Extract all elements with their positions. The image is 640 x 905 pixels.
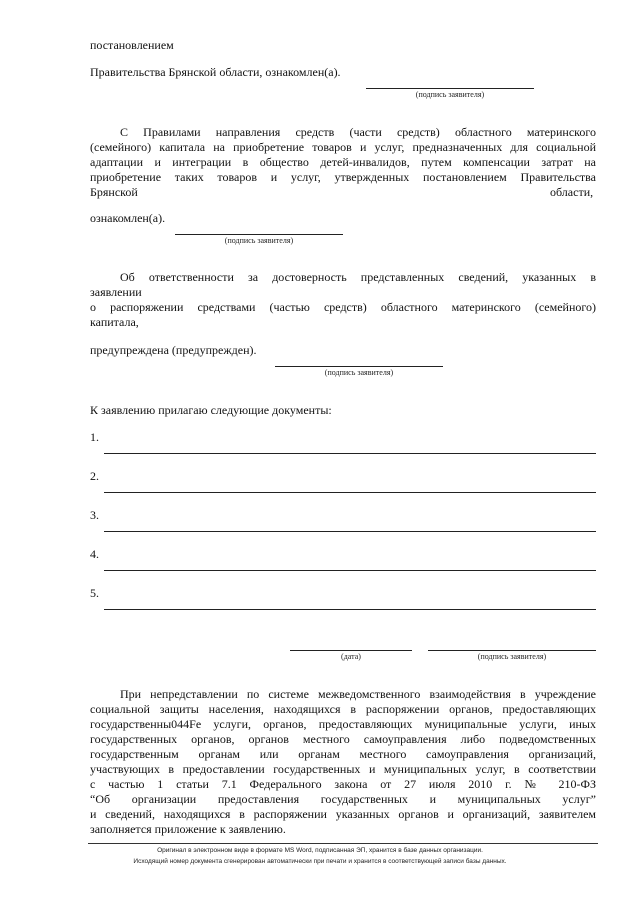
para1-line1: С Правилами направления средств (части средств) областного материнского bbox=[120, 125, 596, 139]
para3-line6: участвующих в предоставлении государственных и муниципальных услуг, в соответствии bbox=[90, 762, 596, 776]
para3-line2: социальной защиты населения, находящихся в распоряжении органов, предоставляющих bbox=[90, 702, 596, 716]
para2-tail: предупреждена (предупрежден). bbox=[90, 343, 257, 357]
docs-item-4-line[interactable] bbox=[104, 570, 596, 571]
docs-item-1-number: 1. bbox=[90, 430, 99, 444]
docs-item-3-line[interactable] bbox=[104, 531, 596, 532]
signature-caption-3: (подпись заявителя) bbox=[324, 368, 394, 377]
para3-line8: “Об организации предоставления государственных и муниципальных услуг” bbox=[90, 792, 596, 806]
para3-line3: государственны044Fе услуги, органов, предоставляющих муниципальные услуги, иных bbox=[90, 717, 596, 731]
docs-item-4-number: 4. bbox=[90, 547, 99, 561]
para2-line3: о распоряжении средствами (частью средств) областного материнского (семейного) bbox=[90, 300, 596, 314]
docs-item-2-line[interactable] bbox=[104, 492, 596, 493]
para1-line5: Брянской bbox=[90, 185, 138, 199]
para1-line4: приобретение таких товаров и услуг, утвержденных постановлением Правительства bbox=[90, 170, 596, 184]
para3-line1: При непредставлении по системе межведомственного взаимодействия в учреждение bbox=[120, 687, 596, 701]
footer-separator bbox=[88, 843, 598, 844]
signature-line-1 bbox=[366, 88, 534, 89]
para2-line2: заявлении bbox=[90, 285, 142, 299]
signature-caption-4: (подпись заявителя) bbox=[477, 652, 547, 661]
para1-line2: (семейного) капитала на приобретение товаров и услуг, предназначенных для социальной bbox=[90, 140, 596, 154]
footer-line1: Оригинал в электронном виде в формате MS Word, подписанная ЭП, хранится в базе данных организации. bbox=[157, 847, 483, 854]
signature-caption-1: (подпись заявителя) bbox=[415, 90, 485, 99]
signature-line-3 bbox=[275, 366, 443, 367]
signature-line-2 bbox=[175, 234, 343, 235]
para3-line7: с частью 1 статьи 7.1 Федерального закона от 27 июля 2010 г. № 210-ФЗ bbox=[90, 777, 596, 791]
para3-tail: заполняется приложение к заявлению. bbox=[90, 822, 286, 836]
para1-tail: ознакомлен(а). bbox=[90, 211, 166, 225]
para3-line4: государственных органов, органов местного самоуправления либо подведомственных bbox=[90, 732, 596, 746]
text-top-line2: Правительства Брянской области, ознакомлен(а). bbox=[90, 65, 341, 79]
docs-item-5-line[interactable] bbox=[104, 609, 596, 610]
signature-caption-2: (подпись заявителя) bbox=[224, 236, 294, 245]
para2-line1: Об ответственности за достоверность представленных сведений, указанных в bbox=[120, 270, 596, 284]
para2-line4: капитала, bbox=[90, 315, 139, 329]
docs-heading: К заявлению прилагаю следующие документы: bbox=[90, 403, 332, 417]
para3-line9: и сведений, находящихся в распоряжении указанных органов и организаций, заявителем bbox=[90, 807, 596, 821]
docs-item-1-line[interactable] bbox=[104, 453, 596, 454]
docs-item-3-number: 3. bbox=[90, 508, 99, 522]
docs-item-2-number: 2. bbox=[90, 469, 99, 483]
date-caption: (дата) bbox=[341, 652, 361, 661]
date-line[interactable] bbox=[290, 650, 412, 651]
signature-line-4[interactable] bbox=[428, 650, 596, 651]
footer-line2: Исходящий номер документа сгенерирован автоматически при печати и хранится в соответствующей записи базы данных. bbox=[133, 858, 507, 865]
docs-item-5-number: 5. bbox=[90, 586, 99, 600]
para3-line5: государственным органам или органам местного самоуправления организаций, bbox=[90, 747, 596, 761]
para1-line5-end: области, bbox=[550, 185, 594, 199]
text-top-line1: постановлением bbox=[90, 38, 174, 52]
para1-line3: адаптации и интеграции в общество детей-инвалидов, путем компенсации затрат на bbox=[90, 155, 596, 169]
